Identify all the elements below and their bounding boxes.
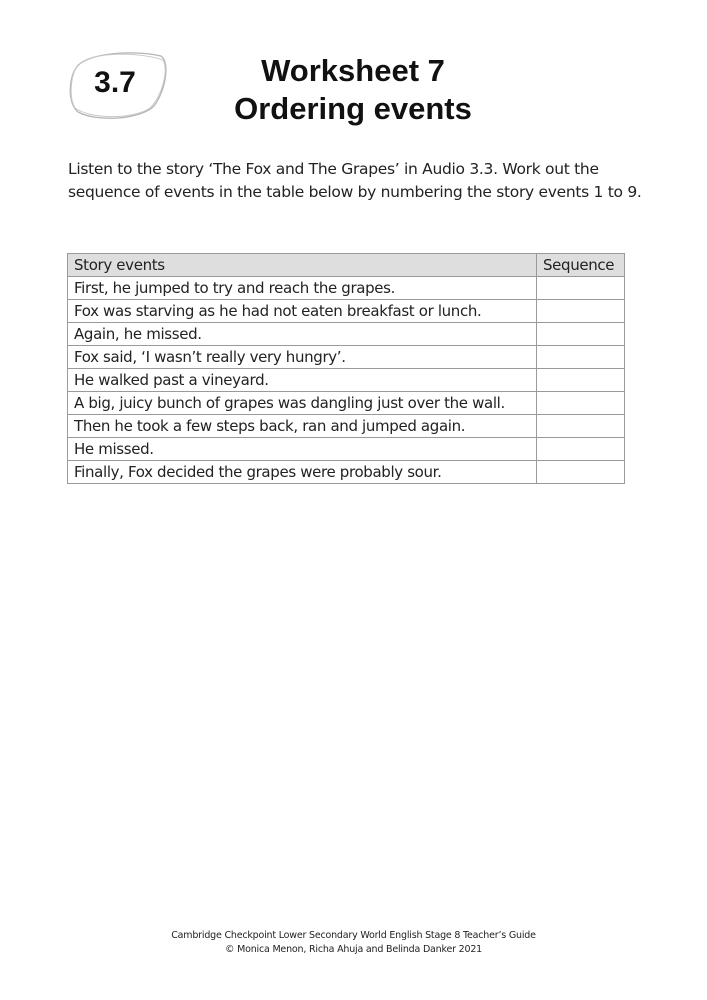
header-story-events: Story events xyxy=(68,254,537,277)
event-cell: A big, juicy bunch of grapes was dangling just over the wall. xyxy=(68,392,537,415)
sequence-cell[interactable] xyxy=(537,346,625,369)
event-cell: Finally, Fox decided the grapes were probably sour. xyxy=(68,461,537,484)
page-footer xyxy=(0,929,707,957)
header-sequence: Sequence xyxy=(537,254,625,277)
event-cell: Fox said, ‘I wasn’t really very hungry’. xyxy=(68,346,537,369)
title-line-1: Worksheet 7 xyxy=(261,53,445,88)
table-row xyxy=(68,346,625,369)
table-row xyxy=(68,392,625,415)
event-cell: He walked past a vineyard. xyxy=(68,369,537,392)
sequence-cell[interactable] xyxy=(537,461,625,484)
footer-copyright: © Monica Menon, Richa Ahuja and Belinda Danker 2021 xyxy=(224,944,483,955)
sequence-cell[interactable] xyxy=(537,277,625,300)
event-cell: Fox was starving as he had not eaten breakfast or lunch. xyxy=(68,300,537,323)
title-line-2: Ordering events xyxy=(234,91,472,126)
sequence-cell[interactable] xyxy=(537,415,625,438)
story-events-table xyxy=(67,253,625,484)
event-cell: Again, he missed. xyxy=(68,323,537,346)
sequence-cell[interactable] xyxy=(537,438,625,461)
event-cell: First, he jumped to try and reach the grapes. xyxy=(68,277,537,300)
table-row xyxy=(68,300,625,323)
sequence-cell[interactable] xyxy=(537,323,625,346)
table-header-row xyxy=(68,254,625,277)
sequence-cell[interactable] xyxy=(537,392,625,415)
table-row xyxy=(68,461,625,484)
table-row xyxy=(68,277,625,300)
section-badge xyxy=(66,48,170,120)
sequence-cell[interactable] xyxy=(537,369,625,392)
table-row xyxy=(68,369,625,392)
footer-book-title: Cambridge Checkpoint Lower Secondary World English Stage 8 Teacher’s Guide xyxy=(171,930,536,941)
table-row xyxy=(68,415,625,438)
instructions-text: Listen to the story ‘The Fox and The Grapes’ in Audio 3.3. Work out the sequence of events in the table below by numbering the story events 1 to 9. xyxy=(68,160,642,201)
sequence-cell[interactable] xyxy=(537,300,625,323)
event-cell: Then he took a few steps back, ran and jumped again. xyxy=(68,415,537,438)
section-number: 3.7 xyxy=(94,66,136,99)
event-cell: He missed. xyxy=(68,438,537,461)
page-title xyxy=(200,52,506,128)
table-row xyxy=(68,323,625,346)
table-row xyxy=(68,438,625,461)
